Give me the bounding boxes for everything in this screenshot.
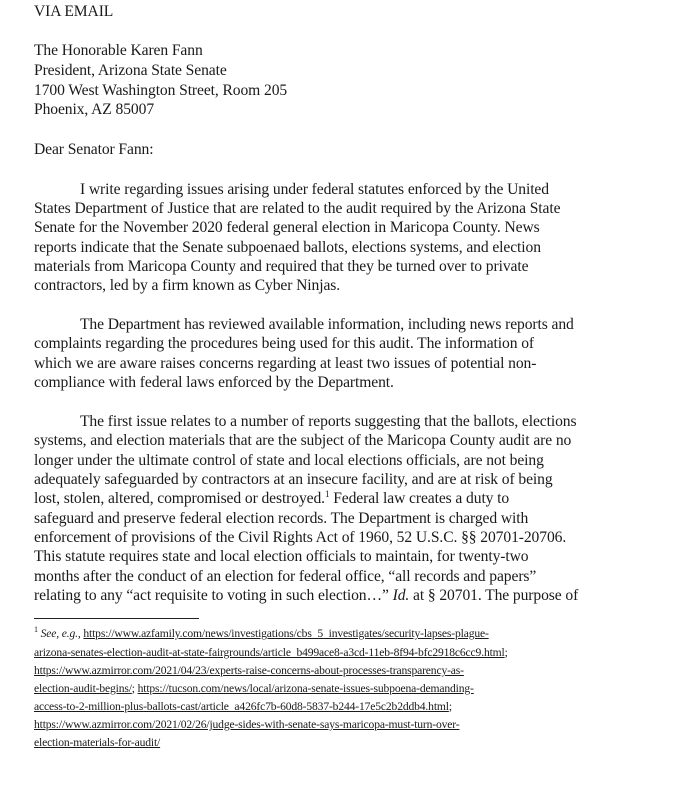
address-line-3: 1700 West Washington Street, Room 205: [34, 82, 288, 99]
p3-line-4: adequately safeguarded by contractors at an insecure facility, and are at risk of being: [34, 471, 553, 488]
p3-line-1: The first issue relates to a number of reports suggesting that the ballots, elections: [80, 413, 577, 430]
footnote-line-7: [34, 733, 160, 752]
p3-line-9: months after the conduct of an election for federal office, “all records and papers”: [34, 568, 537, 585]
footnote-sep-1: ;: [504, 646, 508, 659]
footnote-sep-2: ;: [131, 682, 135, 695]
footnote-link-3b[interactable]: access-to-2-million-plus-ballots-cast/article_a426fc7b-60d8-5837-b244-17e5c2b2ddb4.html: [34, 700, 449, 713]
footnote-divider: [34, 618, 199, 619]
p3-line-8: This statute requires state and local election officials to maintain, for twenty-two: [34, 548, 529, 565]
footnote-line-4: [34, 679, 474, 698]
p1-line-6: contractors, led by a firm known as Cyber Ninjas.: [34, 277, 341, 294]
footnote-link-1b[interactable]: arizona-senates-election-audit-at-state-fairgrounds/article_b499ace8-a3cd-11eb-8f94-bfc2918c6cc9.html: [34, 646, 505, 659]
footnote-link-2a[interactable]: https://www.azmirror.com/2021/04/23/experts-raise-concerns-about-processes-transparency-as-: [34, 664, 464, 677]
p2-line-3: which we are aware raises concerns regarding at least two issues of potential non-: [34, 355, 537, 372]
footnote-line-3: [34, 661, 464, 680]
footnote-link-2b[interactable]: election-audit-begins/: [34, 682, 132, 695]
p3-line-3: longer under the ultimate control of state and local elections officials, are not being: [34, 452, 544, 469]
footnote-link-3a[interactable]: https://tucson.com/news/local/arizona-senate-issues-subpoena-demanding-: [137, 682, 474, 695]
p2-line-2: complaints regarding the procedures being used for this audit. The information of: [34, 335, 535, 352]
id-citation: Id.: [392, 587, 410, 604]
p2-line-1: The Department has reviewed available information, including news reports and: [80, 316, 574, 333]
p3-line-10-tail: at § 20701. The purpose of: [409, 587, 579, 604]
footnote-line-1: [34, 624, 489, 643]
p1-line-4: reports indicate that the Senate subpoenaed ballots, elections systems, and election: [34, 239, 541, 256]
footnote-link-4b[interactable]: election-materials-for-audit/: [34, 736, 161, 749]
footnote-line-5: [34, 697, 452, 716]
p1-line-2: States Department of Justice that are related to the audit required by the Arizona State: [34, 200, 561, 217]
p3-line-5-text: lost, stolen, altered, compromised or destroyed.: [34, 490, 325, 507]
p1-line-1: I write regarding issues arising under federal statutes enforced by the United: [80, 181, 549, 198]
footnote-link-1a[interactable]: https://www.azfamily.com/news/investigations/cbs_5_investigates/security-lapses-plague-: [83, 627, 489, 640]
p3-line-2: systems, and election materials that are the subject of the Maricopa County audit are no: [34, 432, 572, 449]
p3-line-10: [34, 586, 578, 606]
p3-line-6: safeguard and preserve federal election records. The Department is charged with: [34, 510, 529, 527]
p3-line-10-text: relating to any “act requisite to voting in such election…”: [34, 587, 393, 604]
footnote-reference[interactable]: 1: [324, 488, 330, 499]
p3-line-5: [34, 489, 509, 509]
footnote-line-6: [34, 715, 459, 734]
footnote-number: 1: [34, 625, 38, 635]
p1-line-5: materials from Maricopa County and required that they be turned over to private: [34, 258, 529, 275]
address-line-1: The Honorable Karen Fann: [34, 42, 203, 59]
p2-line-4: compliance with federal laws enforced by the Department.: [34, 374, 394, 391]
via-email-heading: VIA EMAIL: [34, 3, 114, 20]
address-line-4: Phoenix, AZ 85007: [34, 101, 155, 118]
address-line-2: President, Arizona State Senate: [34, 62, 227, 79]
footnote-link-4a[interactable]: https://www.azmirror.com/2021/02/26/judge-sides-with-senate-says-maricopa-must-turn-over-: [34, 718, 460, 731]
p1-line-3: Senate for the November 2020 federal general election in Maricopa County. News: [34, 219, 540, 236]
footnote-sep-3: ;: [448, 700, 452, 713]
p3-line-7: enforcement of provisions of the Civil Rights Act of 1960, 52 U.S.C. §§ 20701-20706.: [34, 529, 567, 546]
footnote-see: See, e.g.,: [40, 627, 81, 640]
footnote-line-2: [34, 643, 508, 662]
p3-line-5-tail: Federal law creates a duty to: [329, 490, 510, 507]
salutation: Dear Senator Fann:: [34, 141, 154, 158]
